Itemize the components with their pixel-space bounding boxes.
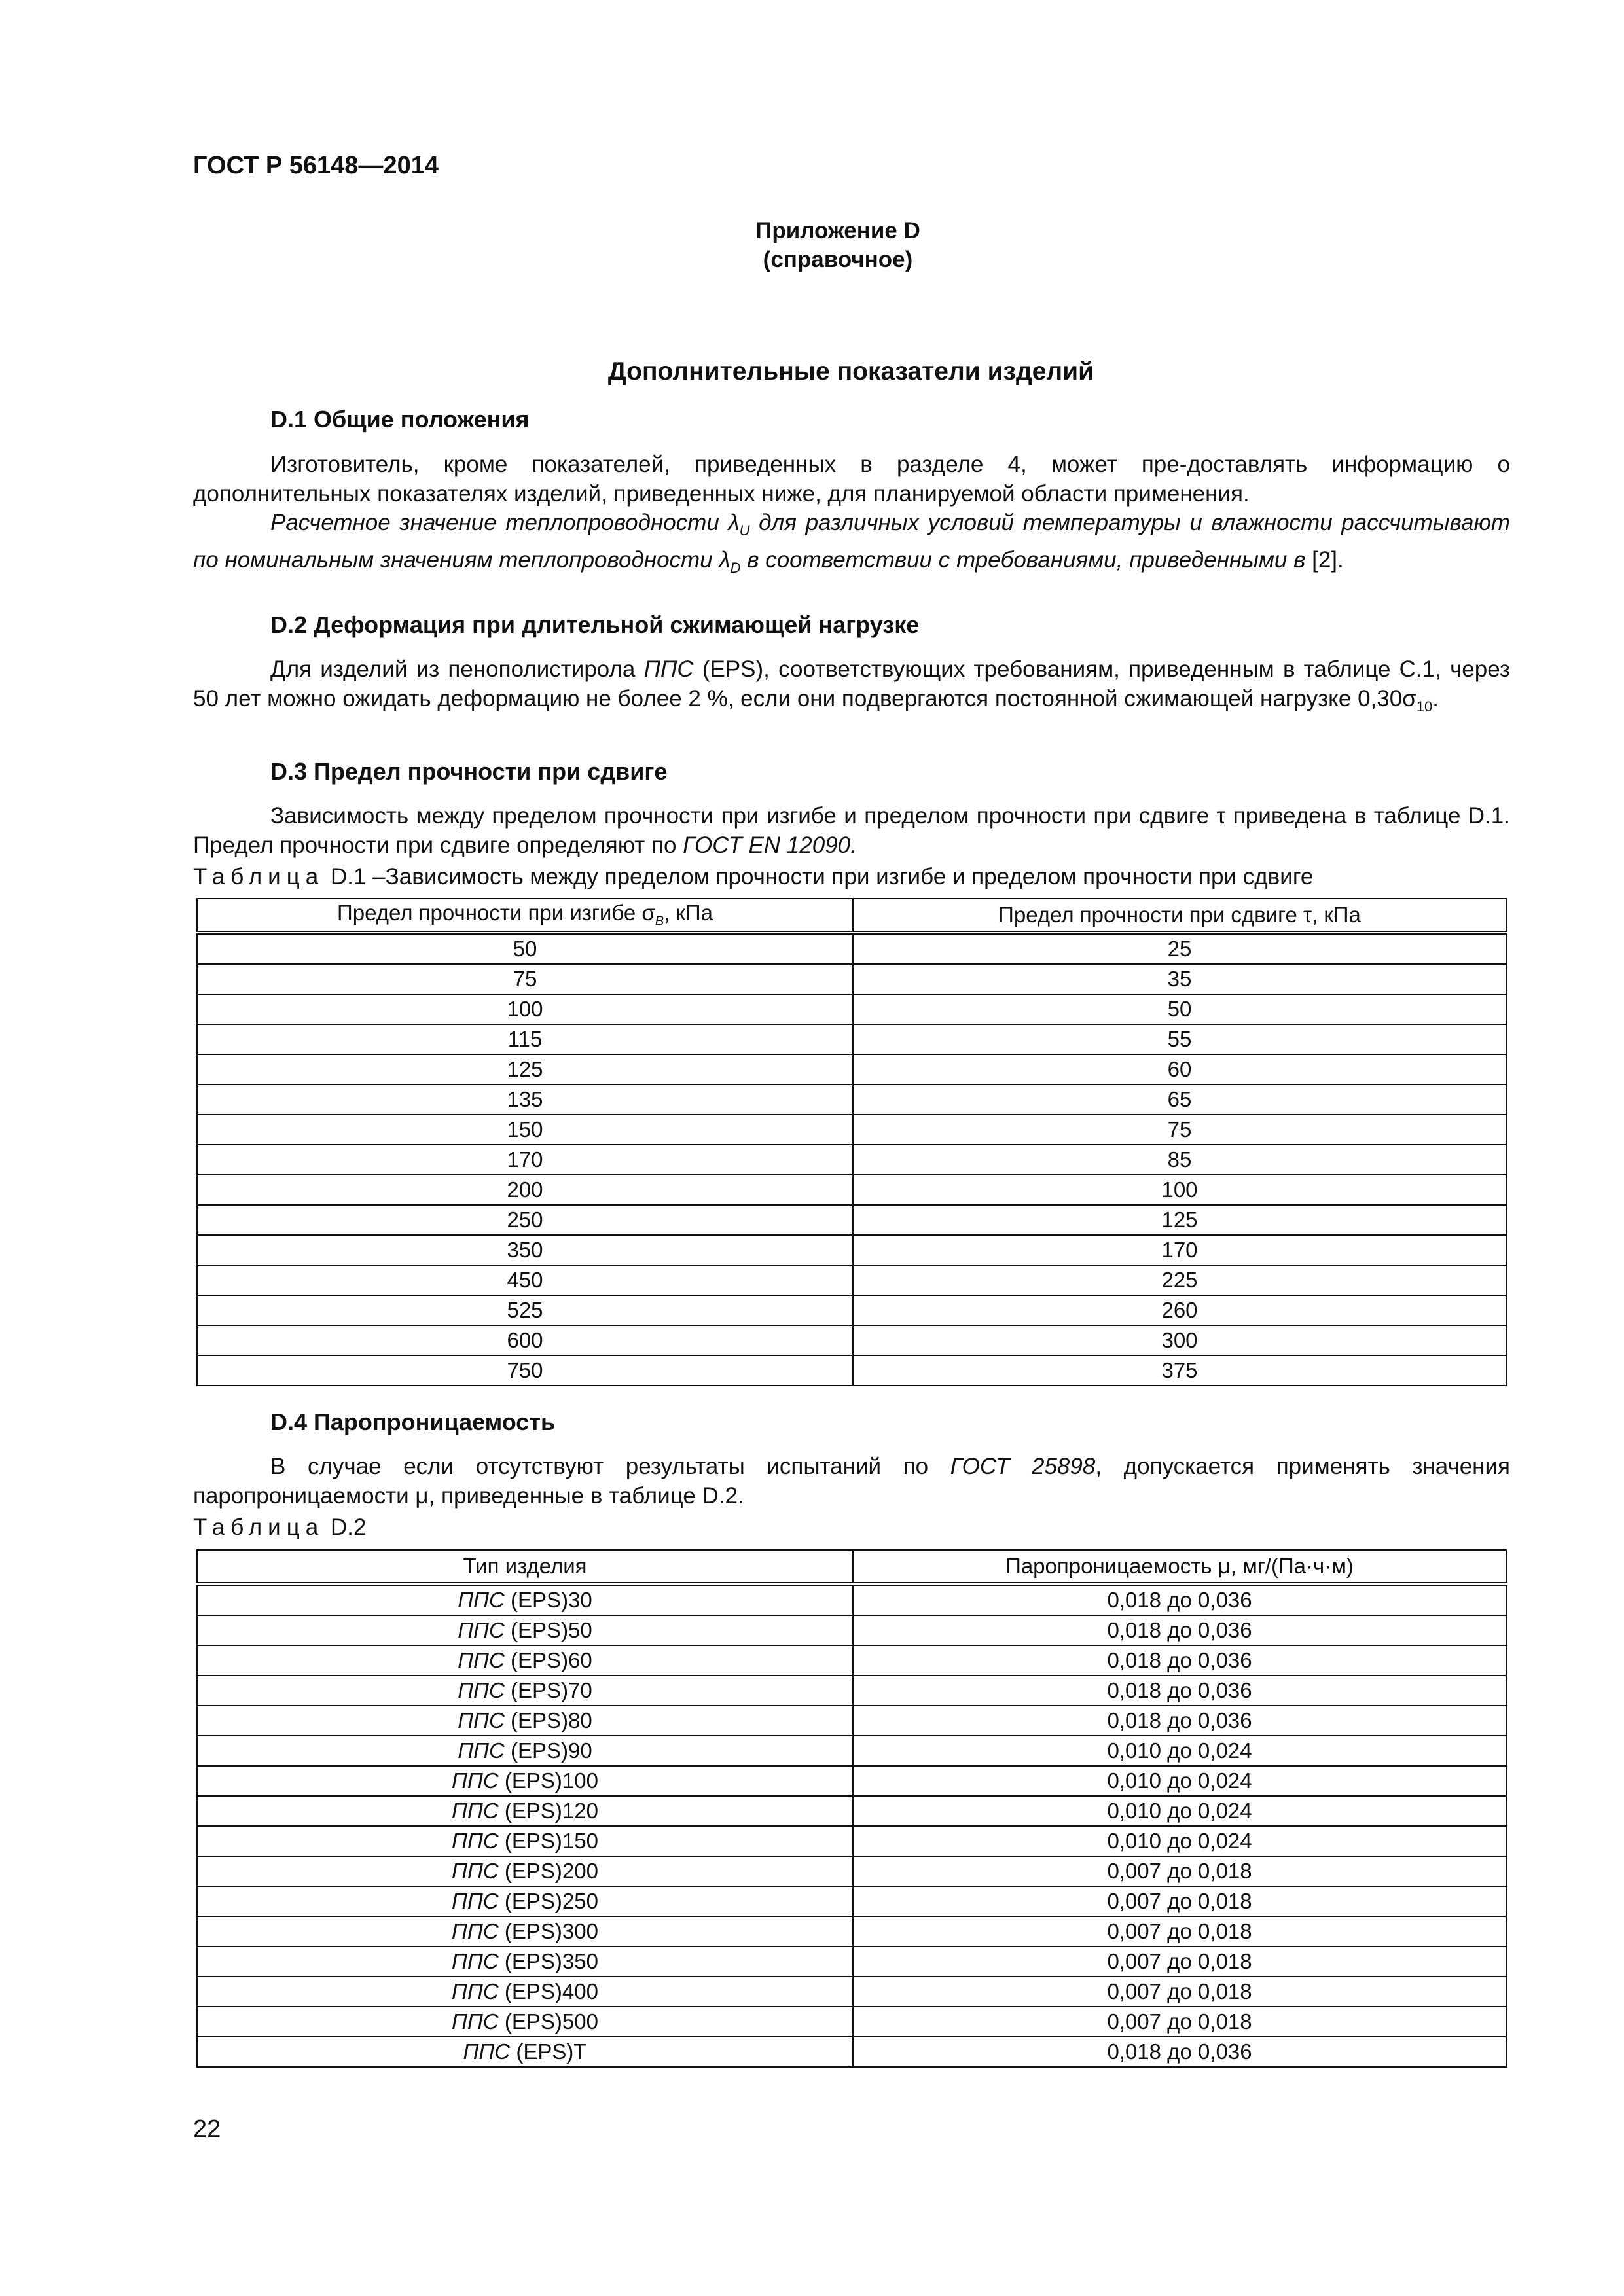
shear-strength-cell: 100 bbox=[853, 1175, 1506, 1205]
table-row bbox=[197, 1886, 1506, 1916]
product-type-cell: ППС (EPS)80 bbox=[197, 1706, 853, 1736]
product-type-cell: ППС (EPS)250 bbox=[197, 1886, 853, 1916]
document-code: ГОСТ Р 56148—2014 bbox=[193, 152, 439, 179]
bending-strength-cell: 150 bbox=[197, 1115, 853, 1145]
page-number: 22 bbox=[193, 2115, 221, 2143]
bending-strength-cell: 50 bbox=[197, 933, 853, 964]
product-type-cell: ППС (EPS)150 bbox=[197, 1826, 853, 1856]
section-d3-heading: D.3 Предел прочности при сдвиге bbox=[270, 758, 668, 785]
bending-strength-cell: 170 bbox=[197, 1145, 853, 1175]
table-d1 bbox=[196, 898, 1507, 1386]
table-row bbox=[197, 2007, 1506, 2037]
product-type-cell: ППС (EPS)300 bbox=[197, 1916, 853, 1946]
bending-strength-cell: 525 bbox=[197, 1295, 853, 1325]
shear-strength-cell: 260 bbox=[853, 1295, 1506, 1325]
annex-title: Приложение D bbox=[755, 218, 920, 243]
table-row bbox=[197, 1054, 1506, 1085]
table-row bbox=[197, 1645, 1506, 1676]
table-row bbox=[197, 1856, 1506, 1886]
shear-strength-cell: 50 bbox=[853, 994, 1506, 1024]
shear-strength-cell: 125 bbox=[853, 1205, 1506, 1235]
bending-strength-cell: 250 bbox=[197, 1205, 853, 1235]
product-type-cell: ППС (EPS)100 bbox=[197, 1766, 853, 1796]
section-d4-heading: D.4 Паропроницаемость bbox=[270, 1408, 556, 1435]
vapor-permeability-cell: 0,018 до 0,036 bbox=[853, 1615, 1506, 1645]
table-row bbox=[197, 1584, 1506, 1615]
table-row bbox=[197, 1916, 1506, 1946]
table-row bbox=[197, 1796, 1506, 1826]
product-type-cell: ППС (EPS)60 bbox=[197, 1645, 853, 1676]
table-d2-caption: Таблица D.2 bbox=[193, 1515, 367, 1540]
section-d2-body bbox=[193, 655, 1510, 721]
product-type-cell: ППС (EPS)50 bbox=[197, 1615, 853, 1645]
product-type-cell: ППС (EPS)200 bbox=[197, 1856, 853, 1886]
bending-strength-cell: 75 bbox=[197, 964, 853, 994]
section-d2-heading: D.2 Деформация при длительной сжимающей нагрузке bbox=[270, 611, 920, 638]
section-d3-body bbox=[193, 802, 1510, 860]
section-d1-body bbox=[193, 450, 1510, 583]
product-type-cell: ППС (EPS)30 bbox=[197, 1584, 853, 1615]
bending-strength-cell: 200 bbox=[197, 1175, 853, 1205]
product-type-cell: ППС (EPS)350 bbox=[197, 1946, 853, 1977]
table-row bbox=[197, 1946, 1506, 1977]
table-row bbox=[197, 1265, 1506, 1295]
section-d3-paragraph: Зависимость между пределом прочности при изгибе и пределом прочности при сдвиге τ приведена в таблице D.1. Предел прочности при сдвиге определяют по ГОСТ EN 12090. bbox=[193, 803, 1510, 858]
product-type-cell: ППС (EPS)500 bbox=[197, 2007, 853, 2037]
table-row bbox=[197, 1085, 1506, 1115]
main-title: Дополнительные показатели изделий bbox=[607, 357, 1094, 386]
table-row bbox=[197, 1175, 1506, 1205]
table-row bbox=[197, 1615, 1506, 1645]
table-header-row bbox=[197, 1550, 1506, 1584]
table-row bbox=[197, 1115, 1506, 1145]
table-row bbox=[197, 1145, 1506, 1175]
table-header-row bbox=[197, 899, 1506, 933]
bending-strength-cell: 125 bbox=[197, 1054, 853, 1085]
vapor-permeability-cell: 0,010 до 0,024 bbox=[853, 1796, 1506, 1826]
table-d1-col2-header: Предел прочности при сдвиге τ, кПа bbox=[853, 899, 1506, 933]
table-row bbox=[197, 1024, 1506, 1054]
product-type-cell: ППС (EPS)70 bbox=[197, 1676, 853, 1706]
reference-2: [2]. bbox=[1312, 547, 1344, 573]
standard-reference: ГОСТ EN 12090. bbox=[683, 832, 857, 858]
vapor-permeability-cell: 0,010 до 0,024 bbox=[853, 1736, 1506, 1766]
table-d2-col1-header: Тип изделия bbox=[197, 1550, 853, 1584]
vapor-permeability-cell: 0,010 до 0,024 bbox=[853, 1766, 1506, 1796]
shear-strength-cell: 65 bbox=[853, 1085, 1506, 1115]
product-type-cell: ППС (EPS)120 bbox=[197, 1796, 853, 1826]
shear-strength-cell: 35 bbox=[853, 964, 1506, 994]
vapor-permeability-cell: 0,018 до 0,036 bbox=[853, 1676, 1506, 1706]
shear-strength-cell: 170 bbox=[853, 1235, 1506, 1265]
shear-strength-cell: 300 bbox=[853, 1325, 1506, 1355]
shear-strength-cell: 85 bbox=[853, 1145, 1506, 1175]
shear-strength-cell: 75 bbox=[853, 1115, 1506, 1145]
bending-strength-cell: 115 bbox=[197, 1024, 853, 1054]
shear-strength-cell: 25 bbox=[853, 933, 1506, 964]
bending-strength-cell: 135 bbox=[197, 1085, 853, 1115]
table-row bbox=[197, 1205, 1506, 1235]
table-row bbox=[197, 964, 1506, 994]
vapor-permeability-cell: 0,018 до 0,036 bbox=[853, 2037, 1506, 2067]
table-row bbox=[197, 1766, 1506, 1796]
shear-strength-cell: 375 bbox=[853, 1355, 1506, 1386]
vapor-permeability-cell: 0,018 до 0,036 bbox=[853, 1584, 1506, 1615]
shear-strength-cell: 60 bbox=[853, 1054, 1506, 1085]
table-row bbox=[197, 1235, 1506, 1265]
table-row bbox=[197, 1736, 1506, 1766]
section-d4-body bbox=[193, 1452, 1510, 1511]
vapor-permeability-cell: 0,007 до 0,018 bbox=[853, 2007, 1506, 2037]
shear-strength-cell: 225 bbox=[853, 1265, 1506, 1295]
vapor-permeability-cell: 0,010 до 0,024 bbox=[853, 1826, 1506, 1856]
table-row bbox=[197, 1977, 1506, 2007]
standard-reference: ГОСТ 25898 bbox=[950, 1454, 1096, 1479]
table-row bbox=[197, 2037, 1506, 2067]
vapor-permeability-cell: 0,018 до 0,036 bbox=[853, 1706, 1506, 1736]
table-d1-col1-header: Предел прочности при изгибе $\sigma_B$, кПа bbox=[197, 899, 853, 933]
table-row bbox=[197, 1676, 1506, 1706]
vapor-permeability-cell: 0,018 до 0,036 bbox=[853, 1645, 1506, 1676]
vapor-permeability-cell: 0,007 до 0,018 bbox=[853, 1946, 1506, 1977]
section-d1-paragraph-1: Изготовитель, кроме показателей, приведенных в разделе 4, может пре-доставлять информацию о дополнительных показателях изделий, приведенных ниже, для планируемой области применения. bbox=[193, 452, 1510, 507]
product-type-cell: ППС (EPS)T bbox=[197, 2037, 853, 2067]
vapor-permeability-cell: 0,007 до 0,018 bbox=[853, 1856, 1506, 1886]
table-d2 bbox=[196, 1549, 1507, 2068]
product-type-cell: ППС (EPS)90 bbox=[197, 1736, 853, 1766]
bending-strength-cell: 600 bbox=[197, 1325, 853, 1355]
bending-strength-cell: 350 bbox=[197, 1235, 853, 1265]
vapor-permeability-cell: 0,007 до 0,018 bbox=[853, 1977, 1506, 2007]
section-d2-paragraph: Для изделий из пенополистирола ППС (EPS), соответствующих требованиям, приведенным в таблице С.1, через 50 лет можно ожидать деформацию не более 2 %, если они подвергаются постоянной сжимающей нагрузке $0,30\sigma_{10}$. bbox=[193, 656, 1510, 715]
section-d1-paragraph-2: Расчетное значение теплопроводности $\lambda_U$ для различных условий температуры и влажности рассчитывают по номинальным значениям теплопроводности $\lambda_D$ в соответствии с требованиями, приведенными в [2]. bbox=[193, 510, 1510, 576]
section-d4-paragraph: В случае если отсутствуют результаты испытаний по ГОСТ 25898, допускается применять значения паропроницаемости μ, приведенные в таблице D.2. bbox=[193, 1454, 1510, 1509]
table-row bbox=[197, 1295, 1506, 1325]
annex-kind: (справочное) bbox=[763, 247, 913, 272]
product-type-cell: ППС (EPS)400 bbox=[197, 1977, 853, 2007]
bending-strength-cell: 450 bbox=[197, 1265, 853, 1295]
vapor-permeability-cell: 0,007 до 0,018 bbox=[853, 1886, 1506, 1916]
section-d1-heading: D.1 Общие положения bbox=[270, 406, 530, 433]
table-d1-caption: Таблица D.1 –Зависимость между пределом прочности при изгибе и пределом прочности при сдвиге bbox=[193, 864, 1314, 889]
table-row bbox=[197, 1325, 1506, 1355]
bending-strength-cell: 100 bbox=[197, 994, 853, 1024]
table-row bbox=[197, 1706, 1506, 1736]
table-row bbox=[197, 1355, 1506, 1386]
shear-strength-cell: 55 bbox=[853, 1024, 1506, 1054]
table-row bbox=[197, 933, 1506, 964]
table-row bbox=[197, 994, 1506, 1024]
table-row bbox=[197, 1826, 1506, 1856]
vapor-permeability-cell: 0,007 до 0,018 bbox=[853, 1916, 1506, 1946]
bending-strength-cell: 750 bbox=[197, 1355, 853, 1386]
table-d2-col2-header: Паропроницаемость μ, мг/(Па·ч·м) bbox=[853, 1550, 1506, 1584]
